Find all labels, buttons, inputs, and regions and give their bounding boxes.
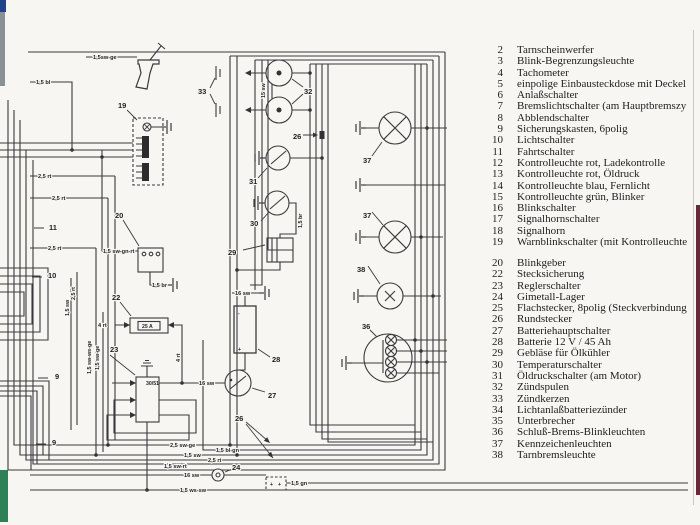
diagram-label: 1,5 sw-gn-rt [103, 249, 135, 255]
diagram-label: 1,5 bl [36, 80, 51, 86]
diagram-label: 33 [198, 87, 207, 96]
legend-item-number: 20 [492, 257, 503, 269]
diagram-label: 25 A [142, 324, 153, 330]
diagram-label: 16 sw [235, 291, 251, 297]
legend-item-label: Tarnscheinwerfer [517, 44, 594, 56]
spark-plug-symbols [245, 70, 251, 113]
legend-item-label: Schluß-Brems-Blinkleuchten [517, 426, 646, 439]
legend-item-label: Rundstecker [517, 313, 572, 326]
diagram-label: 36 [362, 322, 371, 331]
legend-item-number: 36 [492, 426, 503, 439]
master-switch-symbol [225, 370, 251, 396]
diagram-label: 38 [357, 265, 366, 274]
license-lamp-icon [379, 221, 411, 253]
diagram-label: 24 [232, 463, 241, 472]
diagram-label: 37 [363, 211, 372, 220]
diagram-label: 15 sw [261, 83, 267, 98]
legend-item [480, 269, 687, 280]
diagram-label: 2,5 rt [71, 287, 77, 300]
legend-item-number: 15 [492, 190, 503, 203]
blackout-brake-lamp-icon [377, 283, 403, 309]
diagram-label: 11 [49, 223, 57, 232]
diagram-label: 37 [363, 156, 372, 165]
diagram-label: 26 [235, 414, 244, 423]
diagram-label: 1,5 br [298, 213, 304, 228]
diagram-label: + [278, 482, 282, 488]
legend-item-label: Tachometer [517, 66, 569, 79]
legend-item [480, 56, 687, 67]
legend-item [480, 303, 687, 314]
oil-pressure-switch-symbol [266, 146, 290, 170]
legend-item [480, 405, 687, 416]
legend-item-label: Blinkschalter [517, 202, 576, 215]
diagram-label: + [270, 482, 274, 488]
legend-item-number: 22 [492, 268, 503, 281]
diagram-label: 1,5 sw [65, 299, 71, 316]
legend-item-number: 7 [497, 100, 503, 113]
legend-item-label: Öldruckschalter (am Motor) [517, 369, 642, 382]
legend-item [480, 382, 687, 393]
legend-item-label: Kontrolleuchte rot, Ladekontrolle [517, 156, 666, 169]
legend-item-label: Anlaßschalter [517, 89, 579, 102]
diagram-label: 16 sw [199, 381, 215, 387]
diagram-label: 1,5 ws-sw [180, 488, 207, 494]
legend-item-number: 25 [492, 302, 503, 315]
legend-item-number: 19 [492, 236, 503, 249]
diagram-label: 30 [250, 219, 259, 228]
diagram-label: - [238, 311, 240, 317]
diagram-label: 1,5 gn [291, 481, 308, 487]
legend-item-number: 23 [492, 279, 503, 292]
legend-item-label: Batterie 12 V / 45 Ah [517, 336, 612, 349]
legend-item-label: Kontrolleuchte blau, Fernlicht [517, 179, 650, 192]
diagram-label: 4 rt [98, 323, 107, 329]
diagram-label: 28 [272, 355, 281, 364]
legend-item-number: 2 [497, 44, 503, 56]
legend-item-label: Batteriehauptschalter [517, 324, 611, 337]
diagram-label: 4 rt [176, 353, 182, 362]
tail-brake-turn-lamp-cluster [364, 334, 412, 382]
legend-item-number: 3 [497, 55, 503, 68]
legend-item-label: Blinkgeber [517, 257, 566, 269]
legend-item-label: Fahrtschalter [517, 145, 575, 158]
diagram-label: 2,5 rt [48, 246, 62, 252]
legend-item-number: 14 [492, 179, 503, 192]
legend-item-number: 16 [492, 202, 503, 215]
diagram-label: 29 [228, 248, 237, 257]
legend-item [480, 192, 687, 203]
legend-item-label: Tarnbremsleuchte [517, 449, 596, 462]
legend-item-number: 38 [492, 449, 503, 462]
diagram-label: + [238, 347, 242, 353]
flasher-relay-symbol [138, 248, 163, 272]
legend-item-number: 31 [492, 369, 503, 382]
legend-item-label: einpolige Einbausteckdose mit Deckel [517, 77, 686, 90]
diagram-label: 1,5 sw [184, 453, 201, 459]
legend-item-label: Signalhorn [517, 224, 566, 237]
diagram-label: 2,5 rt [52, 196, 66, 202]
legend-item-number: 9 [497, 123, 503, 136]
legend-item [480, 371, 687, 382]
diagram-label: 2,5 rt [208, 458, 222, 464]
plug-connector-symbol [266, 477, 286, 490]
arrowheads [124, 133, 318, 459]
legend-item [480, 135, 687, 146]
legend-item-number: 13 [492, 168, 503, 181]
legend-item-label: Warnblinkschalter (mit Kontrolleuchte [517, 236, 687, 249]
legend-item-number: 37 [492, 437, 503, 450]
legend-item-label: Gebläse für Ölkühler [517, 347, 610, 360]
legend-item [480, 79, 687, 90]
legend-item [480, 237, 687, 248]
legend-item-label: Abblendschalter [517, 111, 590, 124]
legend-item-number: 28 [492, 336, 503, 349]
legend-item-label: Gimetall-Lager [517, 290, 585, 303]
temperature-switch-symbol [265, 191, 289, 215]
diagram-label: 1,5 sw-ws-ge [87, 340, 93, 374]
diagram-label: 32 [304, 87, 313, 96]
legend-group-1 [480, 45, 687, 248]
diagram-label: 1,5 bl-gn [216, 448, 239, 454]
diagram-label: 22 [112, 293, 121, 302]
diagram-label: 1,5 sw-ge [95, 345, 101, 370]
ignition-coil-symbols [266, 60, 292, 123]
legend-item-label: Unterbrecher [517, 415, 576, 428]
legend-item-number: 29 [492, 347, 503, 360]
bearing-symbol [212, 469, 224, 481]
legend-item [480, 450, 687, 461]
legend-item-label: Blink-Begrenzungsleuchte [517, 55, 635, 68]
legend-item-label: Kontrolleuchte rot, Öldruck [517, 168, 640, 181]
diagram-label: 19 [118, 101, 127, 110]
left-bus-wires [0, 82, 138, 470]
legend-item-label: Sicherungskasten, 6polig [517, 123, 628, 136]
legend-item-label: Reglerschalter [517, 279, 581, 292]
legend-group-2 [480, 258, 687, 461]
legend-item-number: 8 [497, 111, 503, 124]
legend-item-label: Kennzeichenleuchten [517, 437, 612, 450]
legend-item-label: Kontrolleuchte grün, Blinker [517, 190, 645, 203]
diagram-label: 23 [110, 345, 119, 354]
legend-item-label: Signalhornschalter [517, 213, 600, 226]
legend-item-number: 5 [497, 77, 503, 90]
legend-item-label: Zündkerzen [517, 392, 570, 405]
label-pointer-lines [110, 78, 383, 472]
diagram-label: 27 [268, 391, 277, 400]
legend-item-number: 33 [492, 392, 503, 405]
legend-item-number: 27 [492, 324, 503, 337]
legend-item-number: 10 [492, 134, 503, 147]
legend-item-number: 12 [492, 156, 503, 169]
legend-item [480, 124, 687, 135]
diagram-label: 10 [48, 271, 57, 280]
legend-item-label: Lichtanlaßbatteriezünder [517, 403, 627, 416]
round-connector-mark [320, 131, 325, 139]
legend-item-number: 17 [492, 213, 503, 226]
diagram-label: 31 [249, 177, 258, 186]
diagram-label: 9 [55, 372, 60, 381]
mid-bundle-wires [230, 56, 433, 455]
diagram-label: 2,5 rt [38, 174, 52, 180]
legend-item-number: 6 [497, 89, 503, 102]
legend-item-number: 34 [492, 403, 503, 416]
diagram-label: 1,5sw-ge [93, 55, 117, 61]
legend-item-label: Lichtschalter [517, 134, 575, 147]
diagram-labels [36, 55, 371, 494]
legend-item-number: 26 [492, 313, 503, 326]
legend-item-number: 4 [497, 66, 503, 79]
legend-item [480, 169, 687, 180]
diagram-label: 16 sw [184, 473, 200, 479]
legend-item-label: Flachstecker, 8polig (Steckverbindung [517, 302, 687, 315]
diagram-label: 2,5 sw-ge [170, 443, 196, 449]
diagram-label: 9 [52, 438, 57, 447]
legend-item-label: Temperaturschalter [517, 358, 602, 371]
diagram-label: 1,5 sw-rt [164, 464, 187, 470]
hazard-switch-symbol [133, 118, 163, 185]
legend-item-number: 32 [492, 381, 503, 394]
legend-item-number: 11 [492, 145, 503, 158]
license-lamp-icon [379, 112, 411, 144]
parts-legend [480, 0, 687, 525]
legend-item [480, 214, 687, 225]
legend-item-number: 30 [492, 358, 503, 371]
legend-item-number: 35 [492, 415, 503, 428]
legend-item-label: Zündspulen [517, 381, 569, 394]
legend-item-number: 18 [492, 224, 503, 237]
diagram-label: 26 [293, 132, 302, 141]
diagram-label: 1,5 br [152, 283, 167, 289]
diagram-label: 20 [115, 211, 124, 220]
diagram-label: 30/51 [146, 381, 159, 387]
legend-item-label: Stecksicherung [517, 268, 585, 281]
legend-item-label: Bremslichtschalter (am Hauptbremszy [517, 100, 687, 113]
main-loop-wires [8, 52, 445, 470]
legend-item [480, 348, 687, 359]
blackout-headlamp-symbol [136, 60, 159, 89]
legend-item-number: 24 [492, 290, 503, 303]
